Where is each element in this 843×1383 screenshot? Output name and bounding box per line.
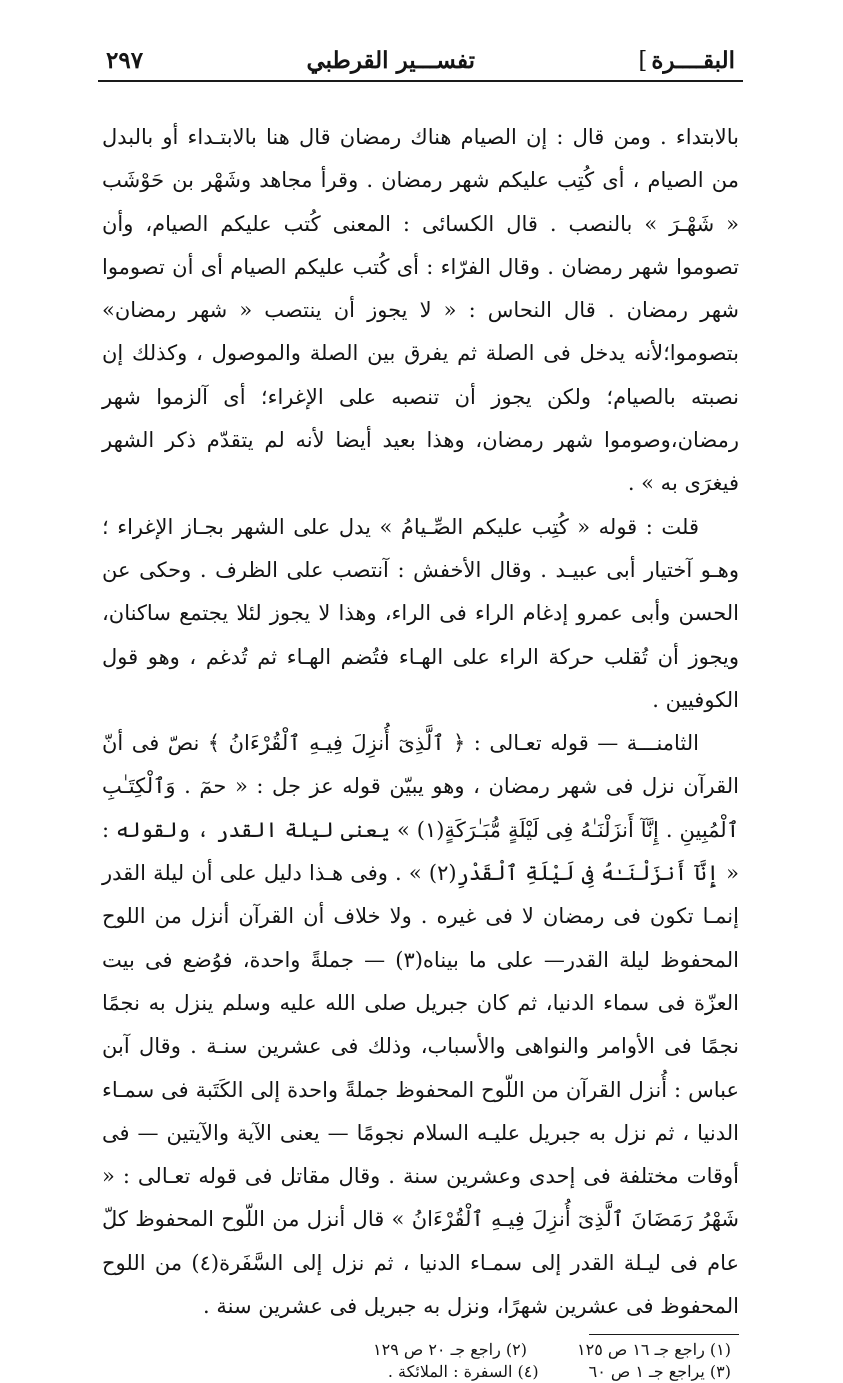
- running-header: [98, 38, 743, 78]
- book-title: تفســـير القرطبي: [306, 47, 475, 74]
- header-bracket: ]: [638, 48, 648, 74]
- footnote-row: [98, 1339, 731, 1361]
- paragraph: بالابتداء . ومن قال : إن الصيام هناك رمضان قال هنا بالابتـداء أو بالبدل من الصيام ، أى كُتِب عليكم شهر رمضان . وقرأ مجاهد وشَهْر بن حَوْشَب « شَهْـرَ » بالنصب . قال الكسائى : المعنى كُتب عليكم الصيام، وأن تصوموا شهر رمضان . وقال الفرّاء : أى كُتب عليكم الصيام أى أن تصوموا شهر رمضان . قال النحاس : « لا يجوز أن ينتصب « شهر رمضان» بتصوموا؛لأنه يدخل فى الصلة ثم يفرق بين الصلة والموصول ، وكذلك إن نصبته بالصيام؛ ولكن يجوز أن تنصبه على الإغراء؛ أى آلزموا شهر رمضان،وصوموا شهر رمضان، وهذا بعيد أيضا لأنه لم يتقدّم ذكر الشهر فيغرَى به » .: [102, 125, 739, 496]
- footnote-row: [98, 1361, 731, 1383]
- footnote: (١) راجع جـ ١٦ ص ١٢٥: [577, 1340, 731, 1360]
- page-number: ٢٩٧: [106, 47, 144, 74]
- footnotes: [98, 1339, 743, 1383]
- paragraph: قلت : قوله « كُتِب عليكم الصِّـيامُ » يدل على الشهر بجـاز الإغراء ؛ وهـو آختيار أبى عبيـد . وقال الأخفش : آنتصب على الظرف . وحكى عن الحسن وأبى عمرو إدغام الراء فى الراء، وهذا لا يجوز لئلا يجتمع ساكنان، ويجوز أن تُقلب حركة الراء على الهـاء فتُضم الهـاء ثم تُدغم ، وهو قول الكوفيين .: [102, 514, 739, 712]
- paragraph: الثامنـــة — قوله تعـالى : ﴿ ٱلَّذِىٓ أُنزِلَ فِيـهِ ٱلْقُرْءَانُ ﴾ نصّ فى أنّ القرآن نزل فى شهر رمضان ، وهو يبيّن قوله عز جل : « حمٓ . وَٱلْكِتَـٰبِ ٱلْمُبِينِ . إِنَّآ أَنزَلْنَـٰهُ فِى لَيْلَةٍ مُّبَـٰرَكَةٍ(١) » يعنى ليلة القدر ، ولقوله : « إِنَّآ أَنزَلْنَـٰهُ فِى لَيْلَةِ ٱلْقَدْرِ(٢) » . وفى هـذا دليل على أن ليلة القدر إنمـا تكون فى رمضان لا فى غيره . ولا خلاف أن القرآن أنزل من اللوح المحفوظ ليلة القدر— على ما بيناه(٣) — جملةً واحدة، فوُضع فى بيت العزّة فى سماء الدنيا، ثم كان جبريل صلى الله عليه وسلم ينزل به نجمًا نجمًا فى الأوامر والنواهى والأسباب، وذلك فى عشرين سنـة . وقال آبن عباس : أُنزل القرآن من اللّوح المحفوظ جملةً واحدة إلى الكَتَبة فى سمـاء الدنيا ، ثم نزل به جبريل عليـه السلام نجومًا — يعنى الآية والآيتين — فى أوقات مختلفة فى إحدى وعشرين سنة . وقال مقاتل فى قوله تعـالى : « شَهْرُ رَمَضَانَ ٱلَّذِىٓ أُنزِلَ فِيـهِ ٱلْقُرْءَانُ » قال أنزل من اللّوح المحفوظ كلّ عام فى ليـلة القدر إلى سمـاء الدنيا ، ثم نزل إلى السَّفَرة(٤) من اللوح المحفوظ فى عشرين شهرًا، ونزل به جبريل فى عشرين سنة .: [102, 731, 740, 1319]
- main-text: [98, 116, 743, 1328]
- footnote: (٤) السفرة : الملائكة .: [387, 1362, 539, 1382]
- footnote-rule: [589, 1334, 739, 1335]
- footnote: (٢) راجع جـ ٢٠ ص ١٢٩: [373, 1340, 528, 1360]
- header-rule: [98, 80, 743, 82]
- surah-name: البقــــرة]: [638, 47, 735, 74]
- footnote: (٣) يراجع جـ ١ ص ٦٠: [588, 1362, 731, 1382]
